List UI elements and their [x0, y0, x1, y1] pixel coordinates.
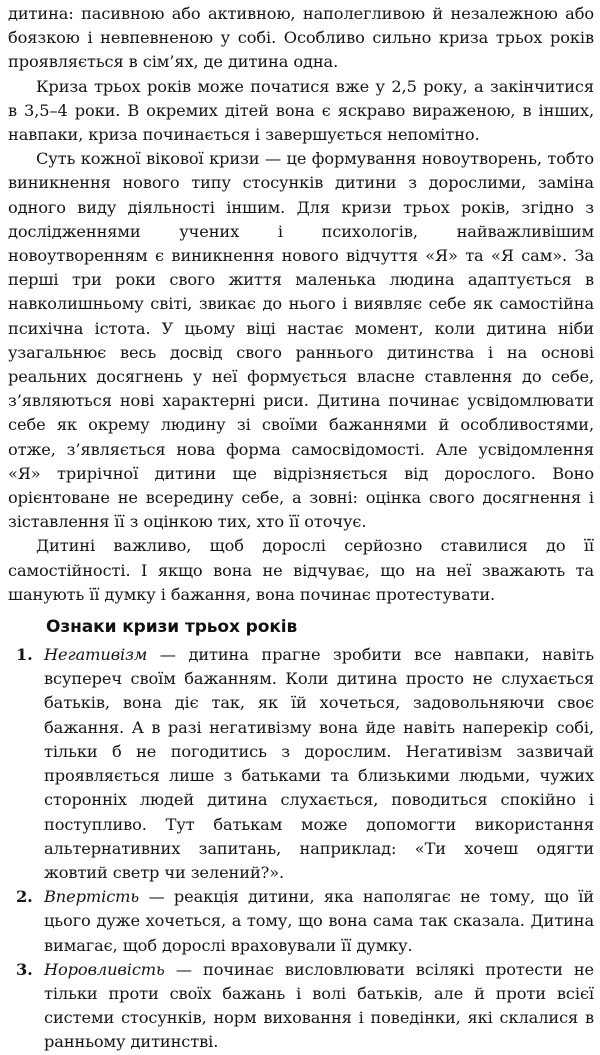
paragraph-crisis-essence: Суть кожної вікової кризи — це формування новоутворень, тобто виникнення нового типу стосунків дитини з дорослими, заміна одного виду діяльності іншим. Для кризи трьох років, згідно з дослідженнями учених і психологів, найважливішим новоутворенням є виникнення нового відчуття «Я» та «Я сам». За перші три роки свого життя маленька людина адаптується в навколишньому світі, звикає до нього і виявляє себе як самостійна психічна істота. У цьому віці настає момент, коли дитина ніби узагальнює весь досвід свого раннього дитинства і на основі реальних досягнень у неї формується власне ставлення до себе, з’являються нові характерні риси. Дитина починає усвідомлювати себе як окрему людину зі своїми бажаннями й особливостями, отже, з’являється нова форма самосвідомості. Але усвідомлення «Я» трирічної дитини ще відрізняється від дорослого. Воно орієнтоване не всередину себе, а зовні: оцінка свого досягнення і зіставлення її з оцінкою тих, хто її оточує. [8, 149, 594, 532]
list-item [8, 958, 594, 1055]
list-item-number: 1. [16, 645, 33, 665]
list-item-number: 2. [16, 887, 33, 907]
list-item-text: — дитина прагне зробити все навпаки, навіть всупереч своїм бажанням. Коли дитина просто не слухається батьків, вона діє так, як їй хочеться, задовольняючи своє бажання. А в разі негативізму вона йде навіть наперекір собі, тільки б не погодитись з дорослим. Негативізм зазвичай проявляється лише з батьками та близькими людьми, чужих сторонніх людей дитина слухається, поводиться спокійно і поступливо. Тут батькам може допомогти використання альтернативних запитань, наприклад: «Ти хочеш одягти жовтий светр чи зелений?». [44, 645, 594, 882]
document-page [8, 2, 594, 1055]
paragraph-independence: Дитині важливо, щоб дорослі серйозно ставилися до її самостійності. І якщо вона не відчуває, що на неї зважають та шанують її думку і бажання, вона починає протестувати. [8, 536, 594, 604]
section-heading: Ознаки кризи трьох років [46, 617, 298, 638]
list-item [8, 643, 594, 885]
list-item-text: — починає висловлювати всілякі протести не тільки проти своїх бажань і волі батьків, але й проти всієї системи стосунків, норм виховання і поведінки, які склалися в ранньому дитинстві. [44, 959, 594, 1052]
list-item-term: Норовливість [44, 959, 165, 979]
list-item [8, 885, 594, 958]
list-item-term: Негативізм [44, 645, 148, 665]
signs-list [8, 643, 594, 1054]
list-item-number: 3. [16, 959, 33, 979]
paragraph-crisis-timing: Криза трьох років може початися вже у 2,5 року, а закінчитися в 3,5–4 роки. В окремих дітей вона є яскраво вираженою, в інших, навпаки, криза починається і завершується непомітно. [8, 76, 594, 145]
list-item-text: — реакція дитини, яка наполягає не тому, що їй цього дуже хочеться, а тому, що вона сама так сказала. Дитина вимагає, щоб дорослі враховували її думку. [44, 887, 594, 955]
list-item-term: Впертість [44, 887, 140, 907]
paragraph-continuation: дитина: пасивною або активною, наполегливою й незалежною або боязкою і невпевненою у собі. Особливо сильно криза трьох років проявляється в сім’ях, де дитина одна. [8, 4, 594, 72]
